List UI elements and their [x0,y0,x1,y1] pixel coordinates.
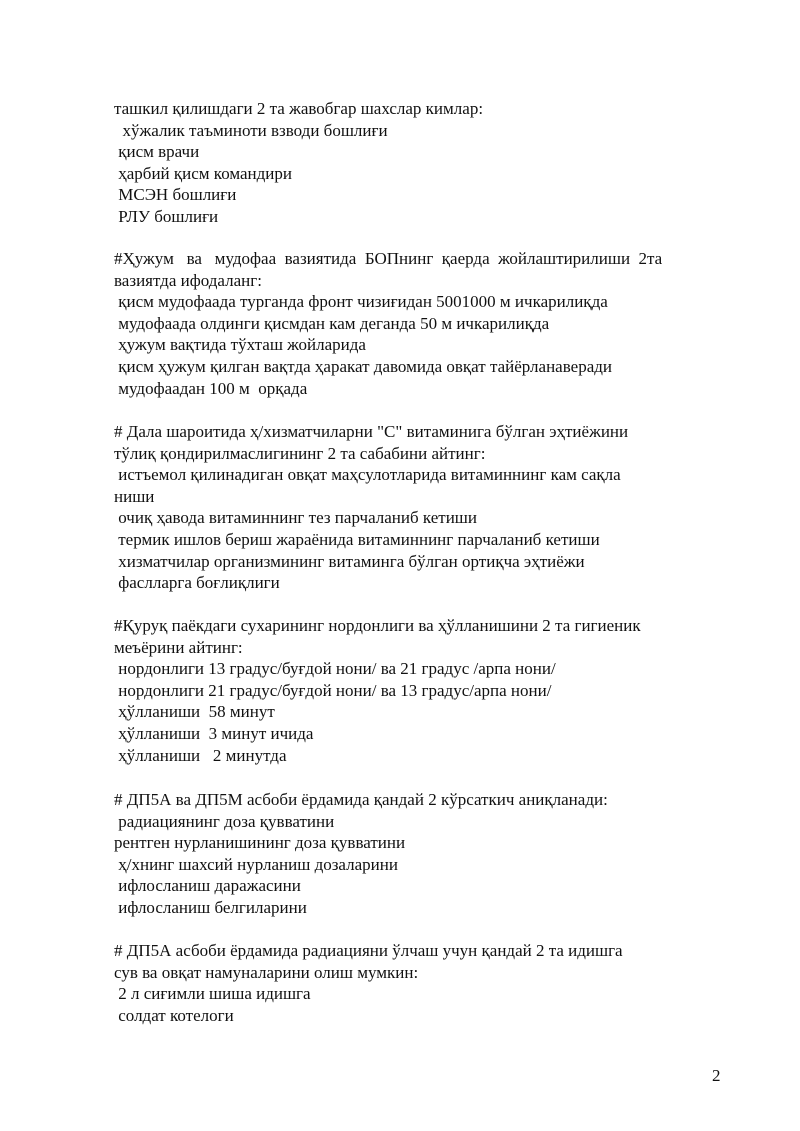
answer-option: радиациянинг доза қувватини [114,811,335,831]
question-block-bop-location [114,248,726,399]
question-text: меъёрини айтинг: [114,637,243,657]
answer-option: ҳужум вақтида тўхташ жойларида [114,335,366,355]
answer-option: мудофаада олдинги қисмдан кам деганда 50 м ичкарилиқда [114,313,550,333]
answer-option: хўжалик таъминоти взводи бошлиғи [114,120,388,140]
question-text: #Қуруқ паёкдаги сухарининг нордонлиги ва ҳўлланишини 2 та гигиеник [114,616,641,635]
question-text: # Дала шароитида ҳ/хизматчиларни "С" витаминига бўлган эҳтиёжини [114,422,629,441]
answer-option: очиқ ҳавода витаминнинг тез парчаланиб кетиши [114,508,477,528]
answer-option: РЛУ бошлиғи [114,206,219,226]
answer-option: термик ишлов бериш жараёнида витаминнинг парчаланиб кетиши [114,529,600,549]
question-block-responsible-persons [114,98,726,228]
question-text: #Ҳужум ва мудофаа вазиятида БОПнинг қаерда жойлаштирилиши 2та [114,249,663,268]
answer-option: мудофаадан 100 м орқада [114,378,308,398]
answer-option: МСЭН бошлиғи [114,185,237,205]
question-block-rusk-norms [114,615,726,766]
answer-option: ҳўлланиши 3 минут ичида [114,723,314,743]
question-text: # ДП5А асбоби ёрдамида радиацияни ўлчаш учун қандай 2 та идишга [114,941,623,960]
answer-option: қисм ҳужум қилган вақтда ҳаракат давомида овқат тайёрланаверади [114,356,612,376]
answer-option: рентген нурланишининг доза қувватини [114,833,406,853]
answer-option: истъемол қилинадиган овқат маҳсулотларида витаминнинг кам сақла [114,465,621,485]
answer-option: ниши [114,486,155,506]
question-text: тўлиқ қондирилмаслигининг 2 та сабабини айтинг: [114,443,486,463]
question-block-vitamin-c [114,421,726,594]
answer-option: ҳўлланиши 2 минутда [114,745,287,765]
answer-option: ҳўлланиши 58 минут [114,702,275,722]
answer-option: ҳ/хнинг шахсий нурланиш дозаларини [114,854,398,874]
answer-option: ифлосланиш белгиларини [114,897,307,917]
question-text: # ДП5А ва ДП5М асбоби ёрдамида қандай 2 кўрсаткич аниқланади: [114,790,608,809]
answer-option: фаслларга боғлиқлиги [114,573,280,593]
question-block-dp5-indicators [114,789,726,919]
answer-option: хизматчилар организмининг витаминга бўлган ортиқча эҳтиёжи [114,551,585,571]
answer-option: қисм мудофаада турганда фронт чизиғидан 5001000 м ичкарилиқда [114,292,608,312]
answer-option: солдат котелоги [114,1005,234,1025]
answer-option: қисм врачи [114,142,200,162]
answer-option: ҳарбий қисм командири [114,163,293,183]
question-text: вазиятда ифодаланг: [114,270,262,290]
answer-option: нордонлиги 21 градус/буғдой нони/ ва 13 градус/арпа нони/ [114,680,552,700]
page-number: 2 [712,1066,721,1085]
answer-option: нордонлиги 13 градус/буғдой нони/ ва 21 градус /арпа нони/ [114,659,556,679]
answer-option: ифлосланиш даражасини [114,876,301,896]
question-text: ташкил қилишдаги 2 та жавобгар шахслар кимлар: [114,99,484,118]
answer-option: 2 л сиғимли шиша идишга [114,984,311,1004]
question-block-sample-containers [114,940,726,1026]
question-text: сув ва овқат намуналарини олиш мумкин: [114,962,419,982]
